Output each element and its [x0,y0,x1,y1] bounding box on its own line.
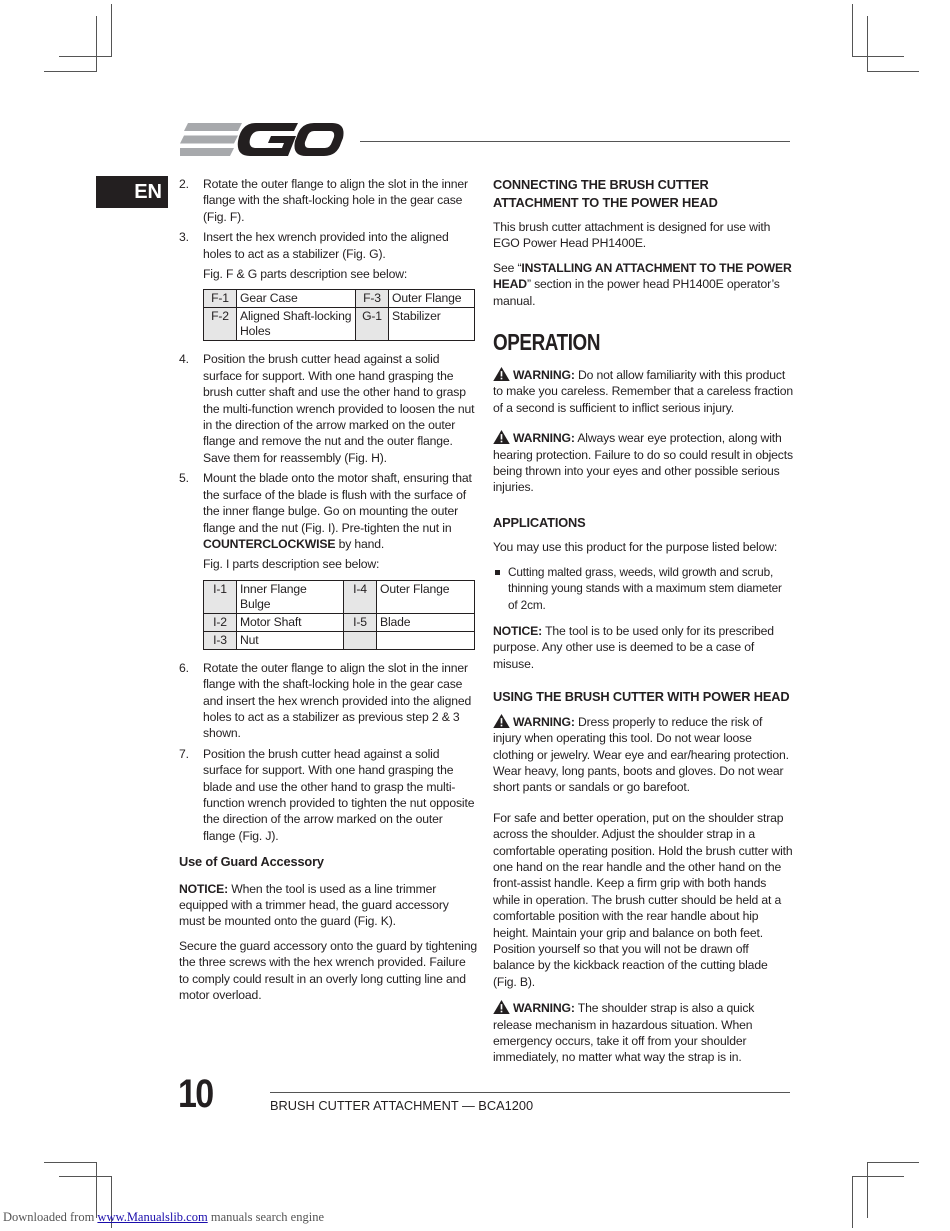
operation-heading: OPERATION [493,329,601,356]
applications-heading: APPLICATIONS [493,514,586,530]
page-number: 10 [178,1072,213,1116]
guard-paragraph: Secure the guard accessory onto the guard by tightening the three screws with the hex wrench provided. Failure to comply could result in an overly long cutting line and motor overload. [179,938,477,1003]
guard-heading: Use of Guard Accessory [179,854,324,870]
applications-list [493,564,793,613]
steps-list [179,176,477,844]
language-tab: EN [96,176,168,208]
crop-mark [59,56,112,57]
parts-table-i [203,580,475,650]
warning-icon [493,1000,510,1014]
warning-paragraph: WARNING: The shoulder strap is also a quick release mechanism in hazardous situation. When emergency occurs, take it off from your shoulder immediately, no matter what way the strap is in. [493,1001,755,1065]
applications-intro: You may use this product for the purpose listed below: [493,540,778,555]
download-banner: Downloaded from www.Manualslib.com manuals search engine [3,1210,324,1224]
crop-mark [59,1176,112,1177]
crop-mark [867,16,868,72]
crop-mark [852,56,904,57]
crop-mark [867,1162,868,1218]
crop-mark [44,1162,97,1163]
notice-paragraph: NOTICE: When the tool is used as a line trimmer equipped with a trimmer head, the guard accessory must be mounted onto the guard (Fig. K). [179,881,449,929]
step-item: 7. Position the brush cutter head against a solid surface for support. With one hand grasping the blade and use the other hand to grasp the multi-function wrench provided to tighten the nut opposite the direction of the arrow marked on the outer flange (Fig. J). [179,746,475,843]
step-item: 5. Mount the blade onto the motor shaft, ensuring that the surface of the blade is flush with the surface of the inner flange bulge. Go on mounting the outer flange and the nut (Fig. I). Pre-tighten the nut in COUNTERCLOCKWISE by hand. Fig. I parts description see below: I-1 Inner Flange Bulge I-4 Outer Flange I-2 Motor Shaft I-5 Blade I-3 Nut [179,470,477,649]
parts-table-fg [203,289,475,341]
see-paragraph: See “INSTALLING AN ATTACHMENT TO THE POWER HEAD” section in the power head PH1400E operator’s manual. [493,260,792,308]
footer-rule [270,1092,790,1093]
crop-mark [867,71,919,72]
crop-mark [96,16,97,72]
right-column [493,176,793,1080]
header-rule [360,141,790,142]
safe-operation-paragraph: For safe and better operation, put on the shoulder strap across the shoulder. Adjust the shoulder strap in a comfortable operating position. Hold the brush cutter with one hand on the rear handle and the other hand on the front-assist handle. Keep a firm grip with both hands while in operation. The brush cutter should be held at a comfortable position with the rear handle about hip height. Maintain your grip and balance on both feet. Position yourself so that you will not be drawn off balance by the kickback reaction of the cutting blade (Fig. B). [493,810,793,989]
warning-paragraph: WARNING: Always wear eye protection, along with hearing protection. Failure to do so could result in objects being thrown into your eyes and other possible serious injuries. [493,431,793,495]
table-row: I-2 Motor Shaft I-5 Blade [204,613,475,631]
list-item: Cutting malted grass, weeds, wild growth and scrub, thinning young stands with a maximum stem diameter of 2cm. [493,564,793,613]
warning-paragraph: WARNING: Dress properly to reduce the risk of injury when operating this tool. Do not wear loose clothing or jewelry. Wear eye and ear/hearing protection. Wear heavy, long pants, boots and gloves. Do not wear short pants or sandals or go barefoot. [493,714,789,795]
step-item: 3. Insert the hex wrench provided into the aligned holes to act as a stabilizer (Fig. G). Fig. F & G parts description see below: F-1 Gear Case F-3 Outer Flange F-2 Aligned Shaft-locking Holes G-1 Stabilizer [179,229,477,341]
crop-mark [852,4,853,56]
crop-mark [852,1176,904,1177]
crop-mark [111,4,112,56]
warning-paragraph: WARNING: Do not allow familiarity with this product to make you careless. Remember that a careless fraction of a second is sufficient to inflict serious injury. [493,368,793,415]
step-item: 2. Rotate the outer flange to align the slot in the inner flange with the shaft-locking hole in the gear case (Fig. F). [179,177,468,224]
connect-paragraph: This brush cutter attachment is designed for use with EGO Power Head PH1400E. [493,220,771,251]
table-row: F-2 Aligned Shaft-locking Holes G-1 Stabilizer [204,308,475,341]
connect-heading: CONNECTING THE BRUSH CUTTER ATTACHMENT TO THE POWER HEAD [493,177,718,210]
warning-icon [493,430,510,444]
notice-paragraph: NOTICE: The tool is to be used only for its prescribed purpose. Any other use is deemed to be a case of misuse. [493,624,774,671]
crop-mark [44,71,97,72]
warning-icon [493,367,510,381]
table-row: F-1 Gear Case F-3 Outer Flange [204,290,475,308]
table-row: I-1 Inner Flange Bulge I-4 Outer Flange [204,580,475,613]
step-item: 4. Position the brush cutter head against a solid surface for support. With one hand grasping the brush cutter shaft and use the other hand to grasp the multi-function wrench provided to loosen the nut in the direction of the arrow marked on the outer flange and remove the nut and the outer flange. Save them for reassembly (Fig. H). [179,352,475,465]
crop-mark [852,1176,853,1228]
using-heading: USING THE BRUSH CUTTER WITH POWER HEAD [493,689,790,705]
step-item: 6. Rotate the outer flange to align the slot in the inner flange with the shaft-locking hole in the gear case and insert the hex wrench provided into the aligned holes to act as a stabilizer as previous step 2 & 3 shown. [179,660,472,741]
manualslib-link[interactable]: www.Manualslib.com [97,1210,208,1224]
footer-title: BRUSH CUTTER ATTACHMENT — BCA1200 [270,1098,534,1113]
warning-icon [493,714,510,728]
ego-logo [180,121,345,159]
figure-caption: Fig. F & G parts description see below: [203,267,408,282]
figure-caption: Fig. I parts description see below: [203,557,380,572]
bullet-icon [495,570,500,575]
left-column [179,176,477,1011]
crop-mark [867,1162,919,1163]
table-row: I-3 Nut [204,631,475,649]
